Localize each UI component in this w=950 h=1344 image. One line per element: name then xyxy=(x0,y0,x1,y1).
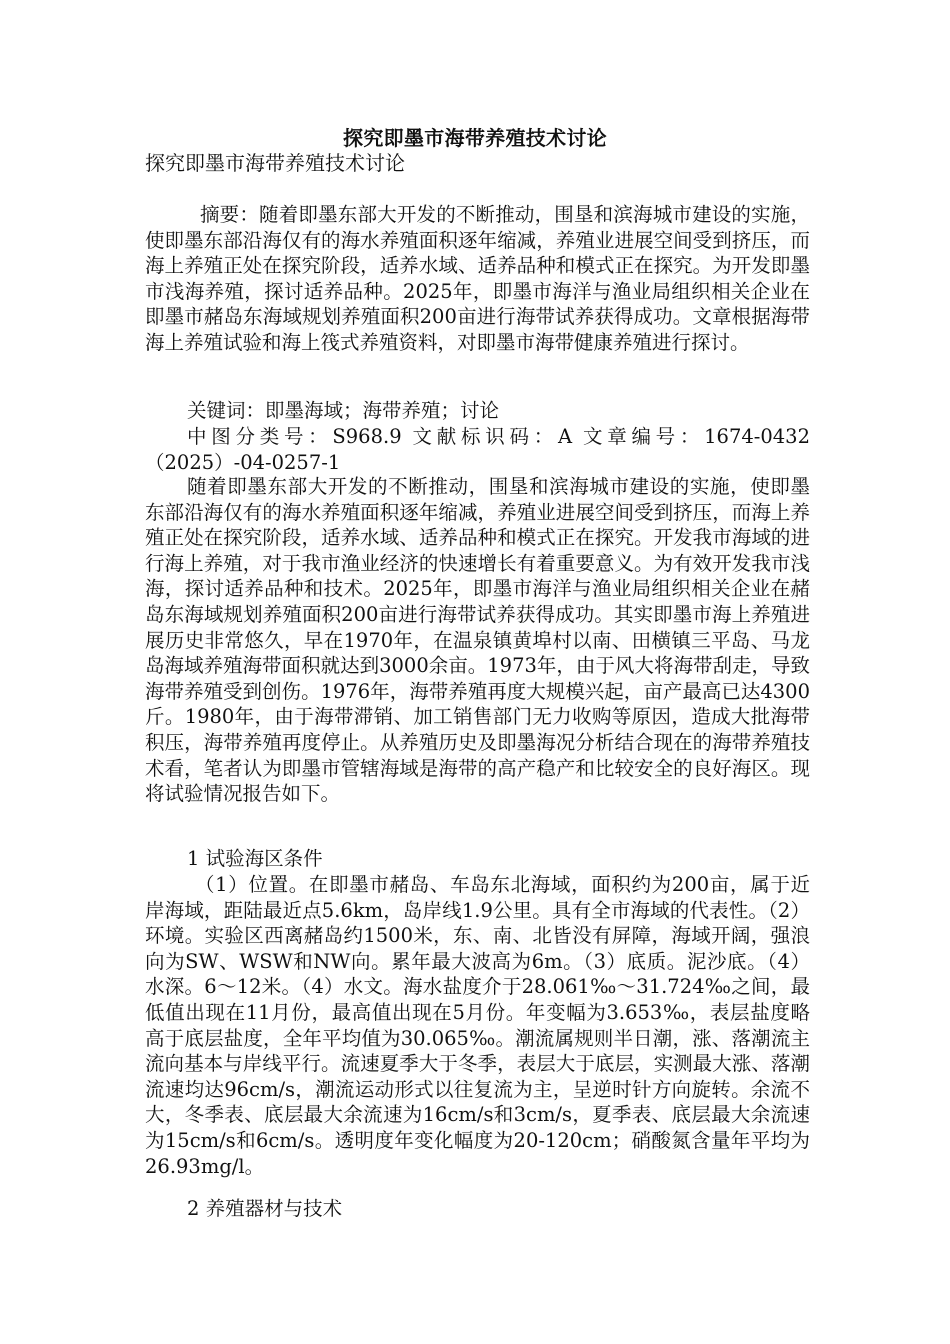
document-subtitle: 探究即墨市海带养殖技术讨论 xyxy=(145,151,405,175)
section-2-heading: 2 养殖器材与技术 xyxy=(187,1197,343,1220)
intro-paragraph: 随着即墨东部大开发的不断推动，围垦和滨海城市建设的实施，使即墨东部沿海仅有的海水养殖面积逐年缩减，养殖业进展空间受到挤压，而海上养殖正处在探究阶段，适养水域、适养品种和模式正在探究。开发我市海域的进行海上养殖，对于我市渔业经济的快速增长有着重要意义。为有效开发我市浅海，探讨适养品种和技术。2025年，即墨市海洋与渔业局组织相关企业在赭岛东海域规划养殖面积200亩进行海带试养获得成功。其实即墨市海上养殖进展历史非常悠久，早在1970年，在温泉镇黄埠村以南、田横镇三平岛、马龙岛海域养殖海带面积就达到3000余亩。1973年，由于风大将海带刮走，导致海带养殖受到创伤。1976年，海带养殖再度大规模兴起，亩产最高已达4300斤。1980年，由于海带滞销、加工销售部门无力收购等原因，造成大批海带积压，海带养殖再度停止。从养殖历史及即墨海况分析结合现在的海带养殖技术看，笔者认为即墨市管辖海域是海带的高产稳产和比较安全的良好海区。现将试验情况报告如下。 xyxy=(145,475,810,806)
abstract-paragraph: 摘要：随着即墨东部大开发的不断推动，围垦和滨海城市建设的实施，使即墨东部沿海仅有的海水养殖面积逐年缩减，养殖业进展空间受到挤压，而海上养殖正处在探究阶段，适养水域、适养品种和模式正在探究。为开发即墨市浅海养殖，探讨适养品种。2025年，即墨市海洋与渔业局组织相关企业在即墨市赭岛东海域规划养殖面积200亩进行海带试养获得成功。文章根据海带海上养殖试验和海上筏式养殖资料，对即墨市海带健康养殖进行探讨。 xyxy=(145,203,810,354)
classification-line: 中图分类号：S968.9 文献标识码：A 文章编号：1674-0432（2025）-04-0257-1 xyxy=(145,425,810,474)
document-title: 探究即墨市海带养殖技术讨论 xyxy=(343,126,607,150)
section-1-paragraph: （1）位置。在即墨市赭岛、车岛东北海域，面积约为200亩，属于近岸海域，距陆最近点5.6km，岛岸线1.9公里。具有全市海域的代表性。（2）环境。实验区西离赭岛约1500米，东、南、北皆没有屏障，海域开阔，强浪向为SW、WSW和NW向。累年最大波高为6m。（3）底质。泥沙底。（4）水深。6～12米。（4）水文。海水盐度介于28.061‰～31.724‰之间，最低值出现在11月份，最高值出现在5月份。年变幅为3.653‰，表层盐度略高于底层盐度，全年平均值为30.065‰。潮流属规则半日潮，涨、落潮流主流向基本与岸线平行。流速夏季大于冬季，表层大于底层，实测最大涨、落潮流速均达96cm/s，潮流运动形式以往复流为主，呈逆时针方向旋转。余流不大，冬季表、底层最大余流速为16cm/s和3cm/s，夏季表、底层最大余流速为15cm/s和6cm/s。透明度年变化幅度为20-120cm；硝酸氮含量年平均为26.93mg/l。 xyxy=(145,873,810,1178)
section-1-heading: 1 试验海区条件 xyxy=(187,847,323,870)
keywords-line: 关键词：即墨海域；海带养殖；讨论 xyxy=(187,399,500,422)
